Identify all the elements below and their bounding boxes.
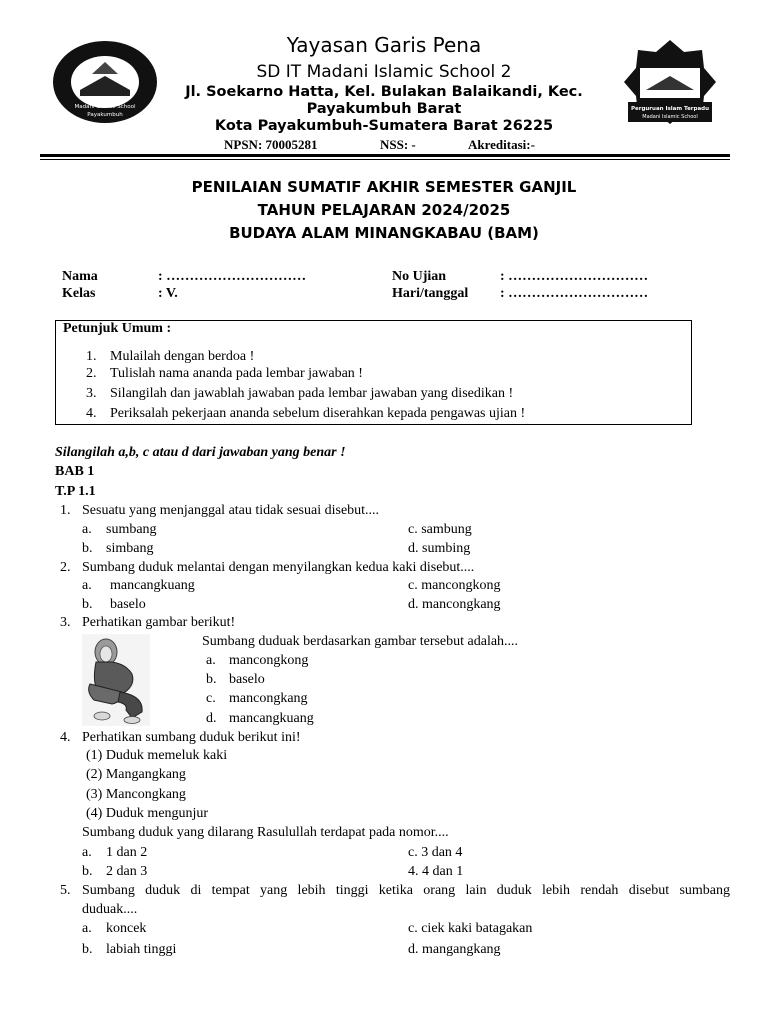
option-a-text[interactable]: mancangkuang bbox=[110, 578, 195, 593]
option-c[interactable]: c. bbox=[206, 691, 216, 706]
option-c[interactable]: c. ciek kaki batagakan bbox=[408, 921, 533, 936]
option-a[interactable]: a. bbox=[82, 845, 92, 860]
option-b-text[interactable]: labiah tinggi bbox=[106, 942, 177, 957]
svg-text:Madani Islamic School: Madani Islamic School bbox=[642, 114, 698, 120]
option-c[interactable]: c. 3 dan 4 bbox=[408, 845, 463, 860]
statement-item: (4) Duduk mengunjur bbox=[86, 806, 209, 821]
exam-title-2: TAHUN PELAJARAN 2024/2025 bbox=[257, 201, 511, 219]
question-5-text: Sumbang duduk di tempat yang lebih tinggi ketika orang lain duduk lebih rendah disebut sumbang bbox=[82, 883, 730, 898]
exam-title-1: PENILAIAN SUMATIF AKHIR SEMESTER GANJIL bbox=[191, 178, 577, 196]
directive: Silangilah a,b, c atau d dari jawaban yang benar ! bbox=[55, 445, 346, 460]
question-3: 3. bbox=[60, 615, 71, 630]
option-a[interactable]: a. bbox=[206, 653, 216, 668]
hari-tanggal-field[interactable]: : ………………………… bbox=[500, 286, 649, 301]
hari-tanggal-label: Hari/tanggal bbox=[392, 286, 469, 301]
statement-item: (2) Mangangkang bbox=[86, 767, 186, 782]
address-line-2: Payakumbuh Barat bbox=[306, 101, 462, 117]
option-b[interactable]: b. bbox=[82, 864, 93, 879]
question-3-stem: Sumbang duduak berdasarkan gambar tersebut adalah.... bbox=[202, 634, 519, 649]
statement-item: (3) Mancongkang bbox=[86, 787, 186, 802]
option-b-text[interactable]: baselo bbox=[110, 597, 146, 612]
option-d[interactable]: d. mancongkang bbox=[408, 597, 501, 612]
header-rule-thin bbox=[40, 159, 730, 160]
kelas-value: : V. bbox=[158, 286, 178, 301]
question-5: 5. bbox=[60, 883, 71, 898]
svg-text:Madani Islamic School: Madani Islamic School bbox=[74, 104, 136, 110]
option-d[interactable]: d. bbox=[206, 711, 217, 726]
instruction-item: 2. Tulislah nama ananda pada lembar jawaban ! bbox=[86, 366, 363, 381]
exam-title-3: BUDAYA ALAM MINANGKABAU (BAM) bbox=[229, 224, 539, 242]
akreditasi: Akreditasi:- bbox=[468, 137, 535, 152]
no-ujian-field[interactable]: : ………………………… bbox=[500, 269, 649, 284]
option-b[interactable]: b. bbox=[82, 597, 93, 612]
option-d[interactable]: d. sumbing bbox=[408, 541, 471, 556]
instructions-box bbox=[55, 320, 692, 425]
question-4-text: Perhatikan sumbang duduk berikut ini! bbox=[82, 730, 301, 745]
option-b[interactable]: b. bbox=[82, 942, 93, 957]
option-b-text[interactable]: baselo bbox=[229, 672, 265, 687]
nama-field[interactable]: : ………………………… bbox=[158, 269, 307, 284]
kelas-label: Kelas bbox=[62, 286, 96, 301]
option-a[interactable]: a. bbox=[82, 921, 92, 936]
option-a-text[interactable]: koncek bbox=[106, 921, 147, 936]
statement-item: (1) Duduk memeluk kaki bbox=[86, 748, 228, 763]
squatting-figure-image bbox=[82, 634, 150, 726]
question-2: 2. bbox=[60, 560, 71, 575]
nss: NSS: - bbox=[380, 137, 416, 152]
option-d[interactable]: 4. 4 dan 1 bbox=[408, 864, 464, 879]
npsn: NPSN: 70005281 bbox=[224, 137, 318, 152]
question-4-stem: Sumbang duduk yang dilarang Rasulullah terdapat pada nomor.... bbox=[82, 825, 449, 840]
option-a[interactable]: a. bbox=[82, 578, 92, 593]
no-ujian-label: No Ujian bbox=[392, 269, 447, 284]
option-d-text[interactable]: mancangkuang bbox=[229, 711, 314, 726]
question-1-text: Sesuatu yang menjanggal atau tidak sesuai disebut.... bbox=[82, 503, 380, 518]
foundation-name: Yayasan Garis Pena bbox=[286, 33, 482, 57]
instructions-title: Petunjuk Umum : bbox=[63, 321, 172, 336]
question-5-text-cont: duduak.... bbox=[82, 902, 138, 917]
instruction-item: 3. Silangilah dan jawablah jawaban pada lembar jawaban yang disedikan ! bbox=[86, 386, 514, 401]
nama-label: Nama bbox=[62, 269, 98, 284]
question-3-text: Perhatikan gambar berikut! bbox=[82, 615, 236, 630]
instruction-item: 1. Mulailah dengan berdoa ! bbox=[86, 349, 255, 364]
option-a-text[interactable]: sumbang bbox=[106, 522, 157, 537]
option-c[interactable]: c. mancongkong bbox=[408, 578, 501, 593]
chapter-heading: BAB 1 bbox=[55, 464, 95, 479]
option-b[interactable]: b. bbox=[206, 672, 217, 687]
svg-text:Perguruan Islam Terpadu: Perguruan Islam Terpadu bbox=[630, 106, 710, 112]
option-d[interactable]: d. mangangkang bbox=[408, 942, 501, 957]
school-name: SD IT Madani Islamic School 2 bbox=[256, 62, 512, 82]
header-rule-thick bbox=[40, 154, 730, 157]
svg-text:Payakumbuh: Payakumbuh bbox=[87, 112, 123, 118]
address-line-3: Kota Payakumbuh-Sumatera Barat 26225 bbox=[214, 118, 554, 134]
option-a[interactable]: a. bbox=[82, 522, 92, 537]
option-a-text[interactable]: mancongkong bbox=[229, 653, 309, 668]
option-a-text[interactable]: 1 dan 2 bbox=[106, 845, 148, 860]
tp-heading: T.P 1.1 bbox=[55, 484, 96, 499]
option-b-text[interactable]: 2 dan 3 bbox=[106, 864, 148, 879]
question-4: 4. bbox=[60, 730, 71, 745]
address-line-1: Jl. Soekarno Hatta, Kel. Bulakan Balaikandi, Kec. bbox=[185, 84, 583, 100]
question-1: 1. bbox=[60, 503, 71, 518]
instruction-item: 4. Periksalah pekerjaan ananda sebelum diserahkan kepada pengawas ujian ! bbox=[86, 406, 526, 421]
option-b[interactable]: b. bbox=[82, 541, 93, 556]
option-c-text[interactable]: mancongkang bbox=[229, 691, 308, 706]
option-b-text[interactable]: simbang bbox=[106, 541, 154, 556]
option-c[interactable]: c. sambung bbox=[408, 522, 472, 537]
question-2-text: Sumbang duduk melantai dengan menyilangkan kedua kaki disebut.... bbox=[82, 560, 475, 575]
